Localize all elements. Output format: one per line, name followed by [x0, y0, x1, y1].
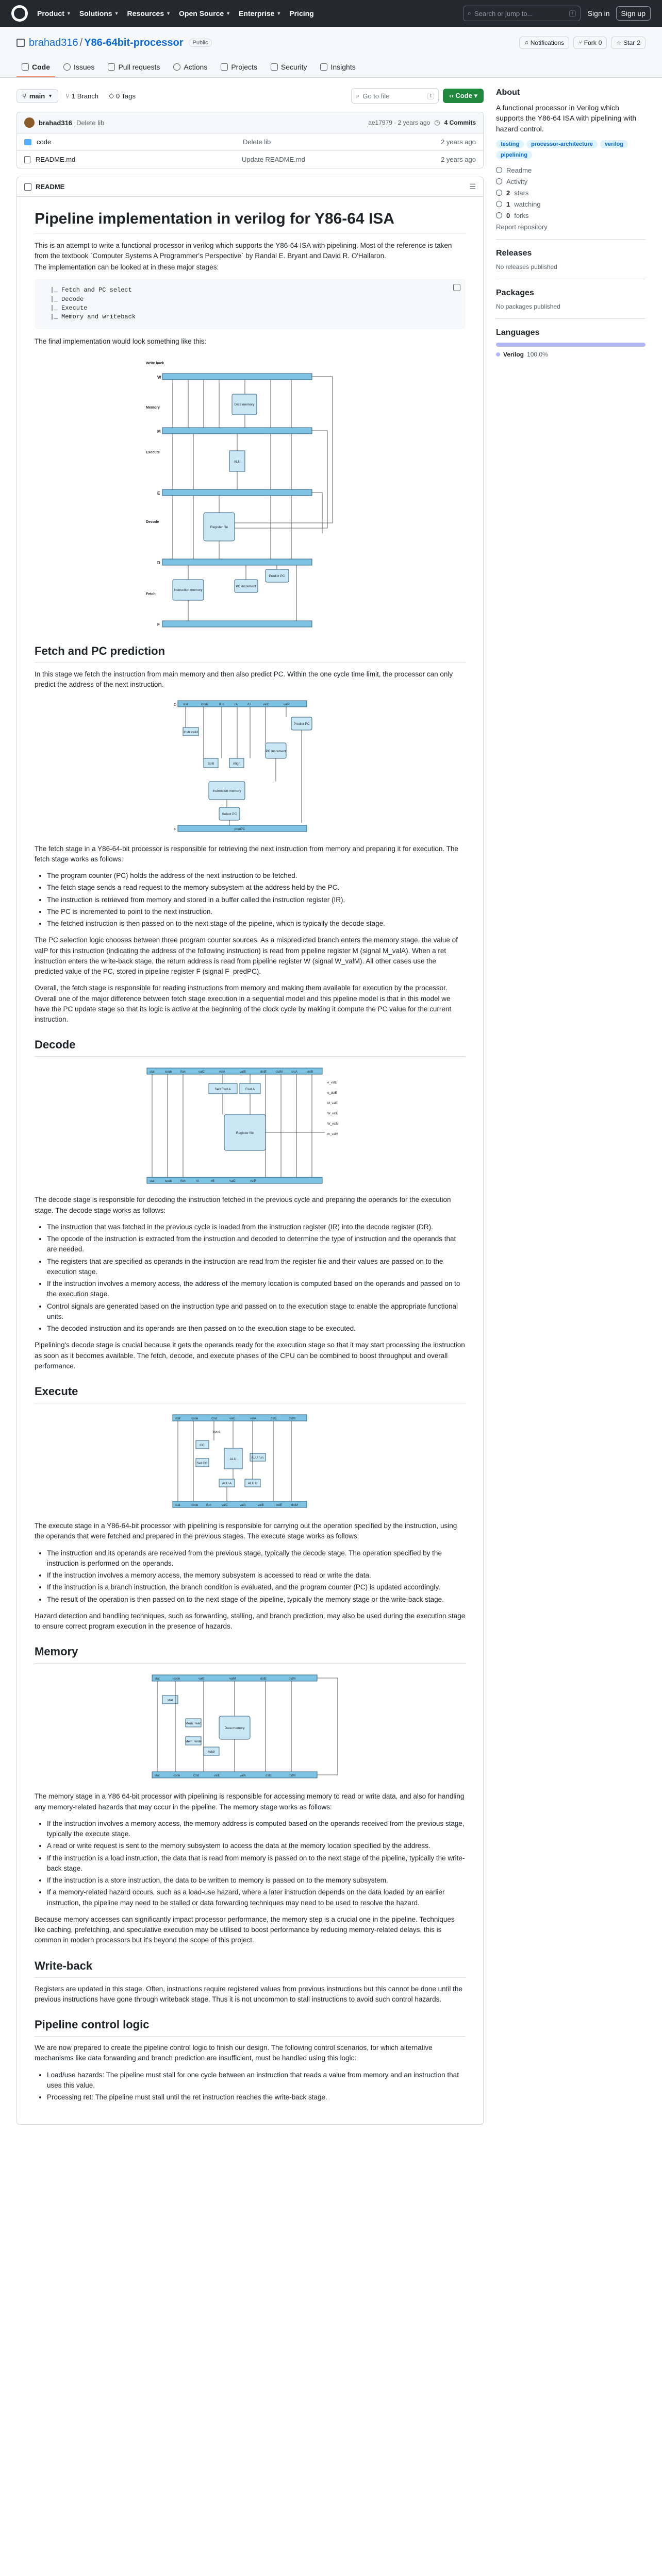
- section-heading-writeback: Write-back: [35, 1957, 466, 1978]
- commit-message[interactable]: Delete lib: [76, 118, 105, 127]
- svg-text:valB: valB: [240, 1071, 246, 1074]
- packages-heading[interactable]: Packages: [496, 288, 534, 297]
- outline-icon[interactable]: ☰: [469, 182, 476, 191]
- svg-text:dstM: dstM: [289, 1417, 296, 1421]
- svg-text:icode: icode: [191, 1504, 198, 1507]
- svg-text:icode: icode: [165, 1071, 173, 1074]
- svg-text:ifun: ifun: [219, 703, 224, 706]
- packages-note: No packages published: [496, 302, 560, 310]
- pipeline-register-e: [162, 489, 312, 496]
- fork-button[interactable]: ⑂ Fork 0: [573, 37, 607, 49]
- readme-title: Pipeline implementation in verilog for Y86-64 ISA: [35, 209, 466, 233]
- nav-resources[interactable]: Resources ▼: [127, 9, 171, 18]
- svg-text:stat: stat: [155, 1774, 160, 1778]
- diagram-stage-label: Execute: [146, 451, 160, 455]
- graph-icon: [320, 63, 327, 71]
- file-age: 2 years ago: [441, 138, 476, 146]
- file-age: 2 years ago: [441, 156, 476, 163]
- repo-title: brahad316 / Y86-64bit-processor: [29, 37, 184, 48]
- section-heading-execute: Execute: [35, 1383, 466, 1403]
- list-item: • The result of the operation is then passed on to the next stage of the pipeline, typically the memory stage or the write-back stage.: [47, 1595, 466, 1605]
- avatar[interactable]: [24, 117, 35, 128]
- file-row[interactable]: [17, 151, 483, 168]
- svg-text:Register file: Register file: [210, 526, 228, 530]
- list-item: • If the instruction is a branch instruction, the branch condition is evaluated, and the program counter (PC) is updated accordingly.: [47, 1582, 466, 1592]
- go-to-file-input[interactable]: ⌕ Go to file t: [351, 88, 439, 104]
- svg-text:valC: valC: [263, 703, 270, 706]
- svg-text:Register file: Register file: [236, 1131, 254, 1136]
- star-icon: [496, 190, 502, 196]
- svg-text:valE: valE: [214, 1774, 220, 1778]
- folder-icon: [24, 139, 31, 145]
- memory-steps-list: [47, 1819, 466, 1908]
- svg-text:valP: valP: [284, 703, 290, 706]
- svg-text:CC: CC: [200, 1444, 205, 1448]
- execute-stage-diagram: [168, 1410, 333, 1513]
- svg-text:Data memory: Data memory: [224, 1726, 245, 1731]
- nav-open-source[interactable]: Open Source ▼: [179, 9, 231, 18]
- paragraph: Overall, the fetch stage is responsible for reading instructions from memory and making them available for execution by the processor. Overall one of the major difference between fetch stage execution in a sequential model and this pipeline model is that in this model we have the PC update stage so that its logic is active at the beginning of the clock cycle by making it compute the PC value for the current instruction.: [35, 984, 452, 1024]
- svg-text:valC: valC: [222, 1504, 228, 1507]
- list-item: • The fetch stage sends a read request to the memory subsystem at the address held by the PC.: [47, 883, 466, 893]
- topic-tag[interactable]: verilog: [600, 140, 628, 148]
- eye-icon: [496, 201, 502, 207]
- stages-code-block: |_ Fetch and PC select |_ Decode |_ Execute |_ Memory and writeback: [35, 279, 466, 329]
- list-item: • If the instruction involves a memory access, the memory address is computed based on the operands received from the previous stage, typically the execute stage.: [47, 1819, 466, 1840]
- svg-text:valM: valM: [229, 1677, 236, 1681]
- paragraph: Pipelining's decode stage is crucial because it gets the operands ready for the execution stage so that it may start processing the instruction as soon as it becomes available. The fetch, decode, and execute phases of the CPU can be combined to boost throughput and overall performance.: [35, 1341, 465, 1370]
- tags-link[interactable]: ◇ 0 Tags: [108, 92, 136, 100]
- nav-solutions[interactable]: Solutions ▼: [79, 9, 119, 18]
- section-heading-control: Pipeline control logic: [35, 2016, 466, 2037]
- diagram-stage-label: Memory: [146, 406, 160, 410]
- list-item: • If the instruction is a load instruction, the data that is read from memory is passed on to the next stage of the pipeline, typically the write-back stage.: [47, 1853, 466, 1874]
- svg-text:e_valE: e_valE: [327, 1081, 337, 1085]
- copy-icon[interactable]: [453, 284, 460, 291]
- svg-text:M: M: [157, 429, 161, 434]
- releases-heading[interactable]: Releases: [496, 248, 532, 258]
- tab-projects[interactable]: Projects: [216, 63, 262, 77]
- svg-text:icode: icode: [173, 1677, 180, 1681]
- svg-text:Predict PC: Predict PC: [269, 574, 285, 579]
- svg-text:Instr valid: Instr valid: [184, 730, 198, 734]
- list-item: • Processing ret: The pipeline must stall until the ret instruction reaches the write-back stage.: [47, 2092, 466, 2103]
- svg-text:F: F: [174, 827, 176, 832]
- svg-text:W_valM: W_valM: [327, 1123, 339, 1126]
- commit-author[interactable]: brahad316: [39, 118, 73, 127]
- pipeline-diagram: [142, 353, 358, 631]
- svg-text:icode: icode: [165, 1180, 173, 1183]
- nav-pricing[interactable]: Pricing: [289, 9, 314, 18]
- paragraph: The PC selection logic chooses between three program counter sources. As a mispredicted branch enters the memory stage, the value of valP for this instruction (indicating the address of the following instruction) is read from pipeline register M (signal M_valA). When a ret instruction enters the write-back stage, the return address is read from pipeline register W (signal W_valM). All other cases use the predicted value of the PC, stored in pipeline register F (signal F_predPC).: [35, 936, 458, 976]
- svg-text:W_valE: W_valE: [327, 1112, 338, 1116]
- code-dropdown-button[interactable]: ‹› Code ▾: [443, 89, 484, 103]
- svg-text:valC: valC: [198, 1071, 205, 1074]
- svg-text:Mem. read: Mem. read: [185, 1722, 202, 1726]
- list-item: • Load/use hazards: The pipeline must stall for one cycle between an instruction that reads a value from memory and an instruction that uses this value.: [47, 2070, 466, 2091]
- commit-hash[interactable]: ae17979 · 2 years ago: [368, 119, 431, 126]
- svg-text:dstE: dstE: [276, 1504, 283, 1507]
- svg-text:ALU: ALU: [234, 460, 241, 464]
- svg-text:stat: stat: [150, 1180, 155, 1183]
- svg-text:cond: cond: [212, 1430, 221, 1434]
- svg-text:valA: valA: [250, 1417, 256, 1421]
- report-repository-link[interactable]: Report repository: [496, 223, 548, 231]
- releases-note: No releases published: [496, 263, 557, 270]
- list-item: • The decoded instruction and its operands are then passed on to the execution stage to be executed.: [47, 1324, 466, 1334]
- play-icon: [173, 63, 180, 71]
- svg-text:Select PC: Select PC: [222, 812, 237, 816]
- svg-text:e_dstE: e_dstE: [327, 1092, 337, 1095]
- search-icon: ⌕: [356, 92, 360, 99]
- latest-commit-row: [17, 112, 483, 133]
- branches-link[interactable]: ⑂ 1 Branch: [65, 92, 98, 100]
- repo-name-link[interactable]: Y86-64bit-processor: [84, 37, 184, 48]
- control-list: [47, 2070, 466, 2103]
- svg-text:stat: stat: [183, 703, 188, 706]
- fetch-stage-diagram: [173, 697, 327, 836]
- table-icon: [221, 63, 228, 71]
- list-item: • The fetched instruction is then passed on to the next stage of the pipeline, which is typically the decode stage.: [47, 919, 466, 929]
- star-icon: ☆: [616, 40, 622, 46]
- execute-steps-list: [47, 1548, 466, 1605]
- readme-link[interactable]: Readme: [496, 166, 646, 174]
- branch-select[interactable]: ⑂ main ▼: [16, 89, 58, 103]
- svg-text:W: W: [157, 375, 161, 380]
- list-item: • The instruction that was fetched in the previous cycle is loaded from the instruction register (IR) into the decode register (DR).: [47, 1222, 466, 1232]
- star-button[interactable]: ☆ Star 2: [611, 37, 646, 49]
- diagram-stage-label: Fetch: [146, 592, 156, 597]
- topic-tag[interactable]: processor-architecture: [526, 140, 598, 148]
- svg-text:icode: icode: [201, 703, 209, 706]
- list-item: • Control signals are generated based on the instruction type and passed on to the execution stage to enable the appropriate functional units.: [47, 1301, 466, 1323]
- language-dot-icon: [496, 352, 500, 357]
- list-item: • If the instruction involves a memory access, the address of the memory location is computed based on the operands and passed on to the execution stage.: [47, 1279, 466, 1300]
- history-icon: ◷: [434, 118, 440, 126]
- svg-text:icode: icode: [173, 1774, 180, 1778]
- diagram-stage-label: Write back: [146, 362, 164, 366]
- tab-pull-requests[interactable]: Pull requests: [103, 63, 165, 77]
- svg-text:ALU: ALU: [229, 1458, 237, 1462]
- about-heading: About: [496, 88, 520, 97]
- repo-owner-link[interactable]: brahad316: [29, 37, 78, 48]
- svg-text:rA: rA: [196, 1180, 199, 1183]
- list-item: • A read or write request is sent to the memory subsystem to access the data at the memory location specified by the address.: [47, 1841, 466, 1851]
- svg-text:ALU B: ALU B: [247, 1482, 258, 1486]
- paragraph: Hazard detection and handling techniques, such as forwarding, stalling, and branch prediction, may also be used during the execution stage to ensure correct program execution in the presence of hazards.: [35, 1612, 466, 1631]
- pipeline-register-d: [162, 559, 312, 565]
- svg-text:stat: stat: [150, 1071, 155, 1074]
- svg-text:Sel+Fwd A: Sel+Fwd A: [214, 1088, 231, 1092]
- svg-text:PC increment: PC increment: [266, 749, 286, 753]
- svg-text:D: D: [157, 561, 160, 566]
- list-item: • If a memory-related hazard occurs, such as a load-use hazard, where a later instruction depends on the data loaded by an earlier instruction, the pipeline may need to be stalled or data forwarding techniques may need to be used to resolve the hazard.: [47, 1887, 466, 1908]
- svg-text:Split: Split: [207, 761, 214, 766]
- svg-text:M_valE: M_valE: [327, 1102, 338, 1106]
- svg-text:valC: valC: [229, 1180, 236, 1183]
- repo-description: A functional processor in Verilog which supports the Y86-64 ISA with pipelining with hazard control.: [496, 104, 637, 133]
- svg-text:dstE: dstE: [260, 1071, 267, 1074]
- languages-heading: Languages: [496, 328, 540, 337]
- intro-paragraph: This is an attempt to write a functional processor in verilog which supports the Y86-64 ISA with pipelining. Most of the reference is taken from the textbook `Computer Systems A Programmer's Perspective` by Randal E. Bryant and David R. O'Hallaron.: [35, 241, 452, 260]
- svg-text:dstE: dstE: [266, 1774, 272, 1778]
- list-item: • The registers that are specified as operands in the instruction are read from the register file and their values are passed on to the execution stage.: [47, 1257, 466, 1278]
- paragraph: The fetch stage in a Y86-64-bit processor is responsible for retrieving the next instruction from memory and preparing it for execution. The fetch stage works as follows:: [35, 844, 458, 863]
- list-item: • The instruction and its operands are received from the previous stage, typically the decode stage. The operation specified by the instruction is performed on the operands.: [47, 1548, 466, 1569]
- topics-list: [496, 140, 646, 159]
- nav-product[interactable]: Product ▼: [37, 9, 71, 18]
- tab-insights[interactable]: Insights: [315, 63, 360, 77]
- svg-text:m_valM: m_valM: [327, 1133, 339, 1137]
- svg-text:rA: rA: [235, 703, 238, 706]
- svg-text:rB: rB: [247, 703, 251, 706]
- code-icon: ‹›: [449, 92, 454, 99]
- file-icon: [24, 156, 30, 163]
- svg-text:rB: rB: [211, 1180, 214, 1183]
- search-icon: ⌕: [467, 9, 471, 17]
- memory-stage-diagram: [142, 1670, 358, 1783]
- fetch-steps-list: [47, 871, 466, 929]
- tab-code[interactable]: Code: [16, 63, 55, 77]
- visibility-badge: Public: [189, 39, 212, 47]
- language-item[interactable]: Verilog 100.0%: [496, 351, 646, 358]
- svg-text:ifun: ifun: [180, 1071, 186, 1074]
- decode-stage-diagram: [142, 1063, 358, 1187]
- diagram-stage-label: Decode: [146, 520, 159, 524]
- svg-text:srcB: srcB: [307, 1071, 313, 1074]
- svg-text:dstM: dstM: [291, 1504, 299, 1507]
- stars-link[interactable]: 2 stars: [496, 189, 646, 197]
- global-header: [0, 0, 662, 27]
- pull-request-icon: [108, 63, 115, 71]
- svg-text:valB: valB: [258, 1504, 264, 1507]
- svg-text:valE: valE: [229, 1417, 236, 1421]
- paragraph: Registers are updated in this stage. Often, instructions require registered values from previous instructions but this cannot be done until the previous instructions have gone through writeback stage. Thus it is not uncommon to stall instructions to avoid such control hazards.: [35, 1985, 462, 2003]
- repo-icon: [16, 39, 25, 47]
- paragraph: Because memory accesses can significantly impact processor performance, the memory step is a crucial one in the pipeline. Techniques like caching, prefetching, and speculative execution may be utilised to boost performance by reducing memory-related delays, this is common in modern processors but it's beyond the scope of this project.: [35, 1915, 455, 1944]
- repo-tabs: [16, 57, 646, 77]
- branch-icon: ⑂: [65, 92, 70, 100]
- github-logo-icon[interactable]: [11, 5, 28, 22]
- svg-text:stat: stat: [167, 1699, 173, 1703]
- file-name[interactable]: code: [37, 138, 52, 146]
- topic-tag[interactable]: testing: [496, 140, 524, 148]
- svg-text:Predict PC: Predict PC: [293, 722, 310, 726]
- list-item: • If the instruction involves a memory access, the memory subsystem is accessed to read or write the data.: [47, 1570, 466, 1581]
- book-icon: [24, 183, 31, 191]
- svg-text:ifun: ifun: [206, 1504, 211, 1507]
- svg-text:Addr: Addr: [208, 1750, 215, 1754]
- svg-text:valA: valA: [240, 1504, 246, 1507]
- svg-text:dstE: dstE: [271, 1417, 277, 1421]
- watchers-link[interactable]: 1 watching: [496, 200, 646, 208]
- svg-text:Cnd: Cnd: [193, 1774, 200, 1778]
- svg-text:ifun: ifun: [180, 1180, 186, 1183]
- list-item: • The program counter (PC) holds the address of the next instruction to be fetched.: [47, 871, 466, 881]
- file-row[interactable]: [17, 133, 483, 151]
- tab-security[interactable]: Security: [266, 63, 312, 77]
- file-commit-message[interactable]: Update README.md: [242, 156, 305, 163]
- sign-up-button[interactable]: Sign up: [616, 6, 651, 21]
- svg-text:valE: valE: [198, 1677, 205, 1681]
- svg-text:dstE: dstE: [260, 1677, 267, 1681]
- section-heading-memory: Memory: [35, 1643, 466, 1664]
- svg-text:Data memory: Data memory: [234, 403, 255, 407]
- topic-tag[interactable]: pipelining: [496, 151, 532, 159]
- notifications-button[interactable]: ♫ Notifications: [519, 37, 570, 49]
- svg-text:valA: valA: [240, 1774, 246, 1778]
- file-name[interactable]: README.md: [36, 156, 76, 163]
- tag-icon: ◇: [108, 92, 114, 99]
- section-heading-fetch: Fetch and PC prediction: [35, 642, 466, 663]
- pipeline-register-f: [162, 621, 312, 627]
- sidebar: [496, 88, 646, 2125]
- svg-text:Fwd A: Fwd A: [245, 1088, 255, 1092]
- shield-icon: [271, 63, 278, 71]
- paragraph: The execute stage in a Y86-64-bit processor with pipelining is responsible for carrying out the operation specified by the instruction, using the operands that were fetched and prepared in the previous stages. The execute stage works as follows:: [35, 1522, 457, 1540]
- sign-in-link[interactable]: Sign in: [587, 9, 610, 18]
- svg-text:stat: stat: [175, 1417, 180, 1421]
- paragraph: We are now prepared to create the pipeline control logic to finish our design. The following control scenarios, for which alternative mechanisms like data forwarding and branch prediction are insufficient, must be handled using this logic:: [35, 2044, 433, 2062]
- svg-text:dstM: dstM: [289, 1677, 296, 1681]
- svg-text:Align: Align: [233, 761, 241, 766]
- file-commit-message[interactable]: Delete lib: [243, 138, 271, 146]
- paragraph: The final implementation would look something like this:: [35, 337, 207, 345]
- paragraph: The memory stage in a Y86 64-bit processor with pipelining is responsible for accessing memory to read or write data, and also for handling any memory-related hazards that may occur in the pipeline. The memory stage works as follows:: [35, 1792, 465, 1811]
- tab-actions[interactable]: Actions: [168, 63, 212, 77]
- svg-text:valA: valA: [219, 1071, 225, 1074]
- commits-link[interactable]: 4 Commits: [444, 119, 476, 126]
- branch-icon: ⑂: [22, 92, 26, 100]
- svg-text:Instruction memory: Instruction memory: [212, 789, 241, 793]
- svg-text:D: D: [174, 703, 177, 707]
- readme-tab[interactable]: README: [36, 183, 65, 191]
- list-item: • If the instruction is a store instruction, the data to be written to memory is passed on to the memory subsystem.: [47, 1875, 466, 1886]
- svg-text:Set CC: Set CC: [196, 1462, 208, 1466]
- language-bar: [496, 343, 646, 347]
- decode-steps-list: [47, 1222, 466, 1334]
- main-column: [16, 88, 484, 2125]
- svg-text:Instruction memory: Instruction memory: [174, 588, 203, 592]
- svg-text:dstM: dstM: [289, 1774, 296, 1778]
- svg-text:Cnd: Cnd: [211, 1417, 218, 1421]
- pipeline-register-w: [162, 374, 312, 380]
- svg-text:PC increment: PC increment: [236, 585, 256, 589]
- bell-icon: ♫: [524, 40, 528, 46]
- svg-text:srcA: srcA: [291, 1071, 297, 1074]
- svg-text:icode: icode: [191, 1417, 198, 1421]
- list-item: • The opcode of the instruction is extracted from the instruction and decoded to determine the type of instruction and the operands that are needed.: [47, 1234, 466, 1255]
- file-browser: [16, 112, 484, 168]
- fork-icon: ⑂: [578, 40, 582, 46]
- svg-text:valP: valP: [250, 1180, 256, 1183]
- tab-issues[interactable]: Issues: [58, 63, 100, 77]
- svg-text:F: F: [157, 622, 160, 628]
- svg-text:stat: stat: [155, 1677, 160, 1681]
- pipeline-register-m: [162, 428, 312, 434]
- code-icon: [22, 63, 29, 71]
- pulse-icon: [496, 178, 502, 184]
- book-icon: [496, 167, 502, 173]
- section-heading-decode: Decode: [35, 1036, 466, 1057]
- repo-header: [0, 27, 662, 78]
- svg-text:ALU fun.: ALU fun.: [251, 1456, 264, 1460]
- svg-text:E: E: [157, 491, 160, 496]
- forks-link[interactable]: 0 forks: [496, 212, 646, 219]
- svg-text:ALU A: ALU A: [222, 1482, 232, 1486]
- global-search-input[interactable]: ⌕ Search or jump to... /: [463, 6, 581, 21]
- svg-text:dstM: dstM: [276, 1071, 283, 1074]
- issue-icon: [63, 63, 71, 71]
- svg-text:predPC: predPC: [235, 827, 245, 831]
- activity-link[interactable]: Activity: [496, 178, 646, 185]
- nav-enterprise[interactable]: Enterprise ▼: [239, 9, 282, 18]
- svg-text:Mem. write: Mem. write: [185, 1740, 202, 1744]
- paragraph: The decode stage is responsible for decoding the instruction fetched in the previous cycle and preparing the operands for the execution stage. The decode stage works as follows:: [35, 1196, 451, 1214]
- readme-panel: [16, 177, 484, 2125]
- list-item: • The PC is incremented to point to the next instruction.: [47, 907, 466, 917]
- list-item: • The instruction is retrieved from memory and stored in a buffer called the instruction register (IR).: [47, 895, 466, 905]
- fork-icon: [496, 212, 502, 218]
- intro-paragraph: The implementation can be looked at in these major stages:: [35, 263, 219, 271]
- svg-text:stat: stat: [175, 1504, 180, 1507]
- paragraph: In this stage we fetch the instruction from main memory and then also predict PC. Within the one cycle time limit, the processor can only predict the address of the next instruction.: [35, 670, 453, 689]
